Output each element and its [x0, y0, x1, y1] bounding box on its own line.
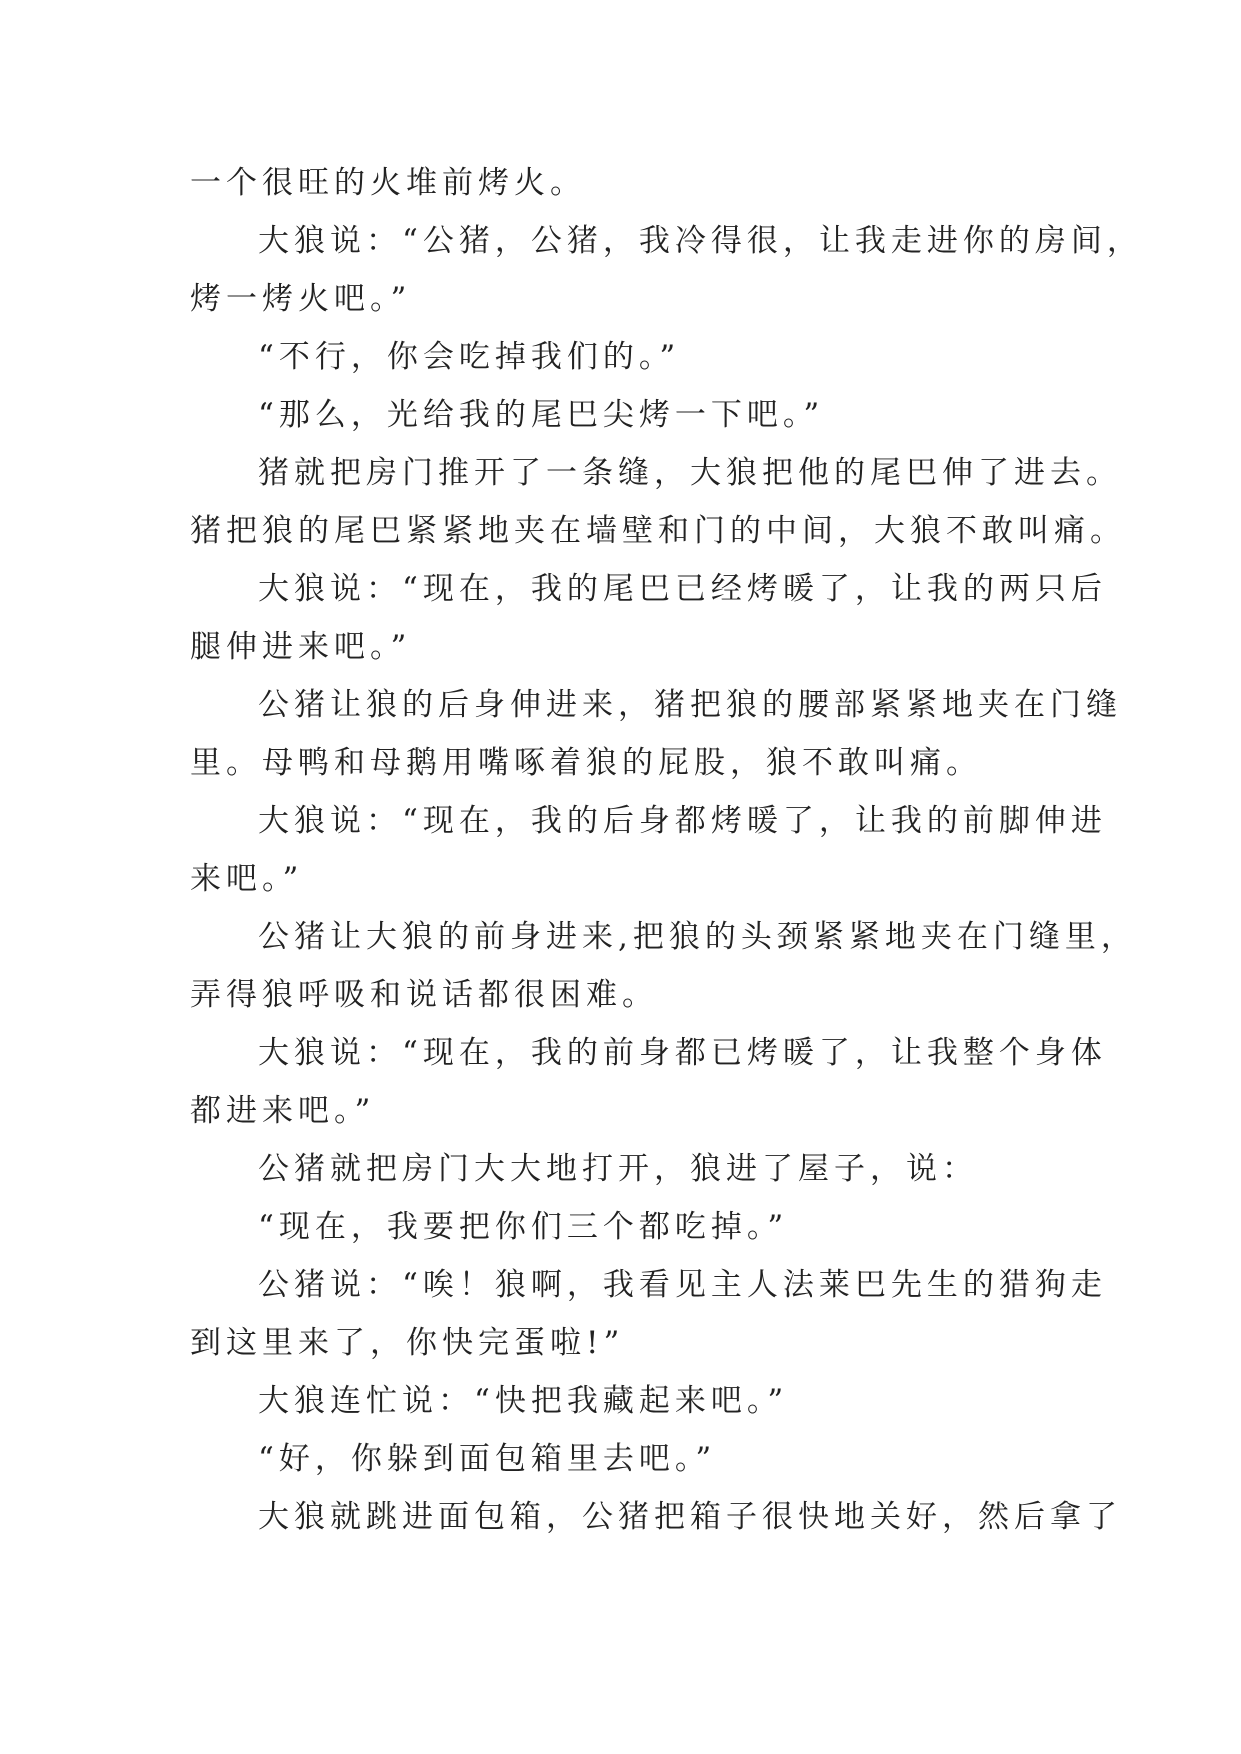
text-line: 大狼连忙说：“快把我藏起来吧。” [258, 1383, 789, 1419]
text-line: 大狼说：“公猪，公猪，我冷得很，让我走进你的房间， [258, 223, 1143, 259]
text-line: 都进来吧。” [190, 1093, 376, 1129]
text-line: 烤一烤火吧。” [190, 281, 412, 317]
text-line: 猪就把房门推开了一条缝，大狼把他的尾巴伸了进去。 [258, 455, 1122, 491]
text-line: 来吧。” [190, 861, 304, 897]
text-line: 大狼说：“现在，我的后身都烤暖了，让我的前脚伸进 [258, 803, 1107, 839]
story-text [190, 154, 1143, 1546]
text-line: “那么，光给我的尾巴尖烤一下吧。” [258, 397, 825, 433]
text-line: 弄得狼呼吸和说话都很困难。 [190, 977, 658, 1013]
text-line: 公猪让大狼的前身进来,把狼的头颈紧紧地夹在门缝里， [258, 919, 1137, 955]
text-line: 一个很旺的火堆前烤火。 [190, 165, 586, 201]
text-line: 大狼就跳进面包箱，公猪把箱子很快地关好，然后拿了 [258, 1499, 1122, 1535]
text-line: 到这里来了，你快完蛋啦!” [190, 1325, 625, 1361]
text-line: “不行，你会吃掉我们的。” [258, 339, 681, 375]
text-line: 公猪就把房门大大地打开，狼进了屋子，说： [258, 1151, 978, 1187]
text-line: 公猪让狼的后身伸进来，猪把狼的腰部紧紧地夹在门缝 [258, 687, 1122, 723]
text-line: 大狼说：“现在，我的前身都已烤暖了，让我整个身体 [258, 1035, 1107, 1071]
text-line: “好，你躲到面包箱里去吧。” [258, 1441, 717, 1477]
text-line: 腿伸进来吧。” [190, 629, 412, 665]
text-line: “现在，我要把你们三个都吃掉。” [258, 1209, 789, 1245]
text-line: 大狼说：“现在，我的尾巴已经烤暖了，让我的两只后 [258, 571, 1107, 607]
text-line: 里。母鸭和母鹅用嘴啄着狼的屁股，狼不敢叫痛。 [190, 745, 982, 781]
text-line: 猪把狼的尾巴紧紧地夹在墙壁和门的中间，大狼不敢叫痛。 [190, 513, 1126, 549]
text-line: 公猪说：“唉！狼啊，我看见主人法莱巴先生的猎狗走 [258, 1267, 1107, 1303]
